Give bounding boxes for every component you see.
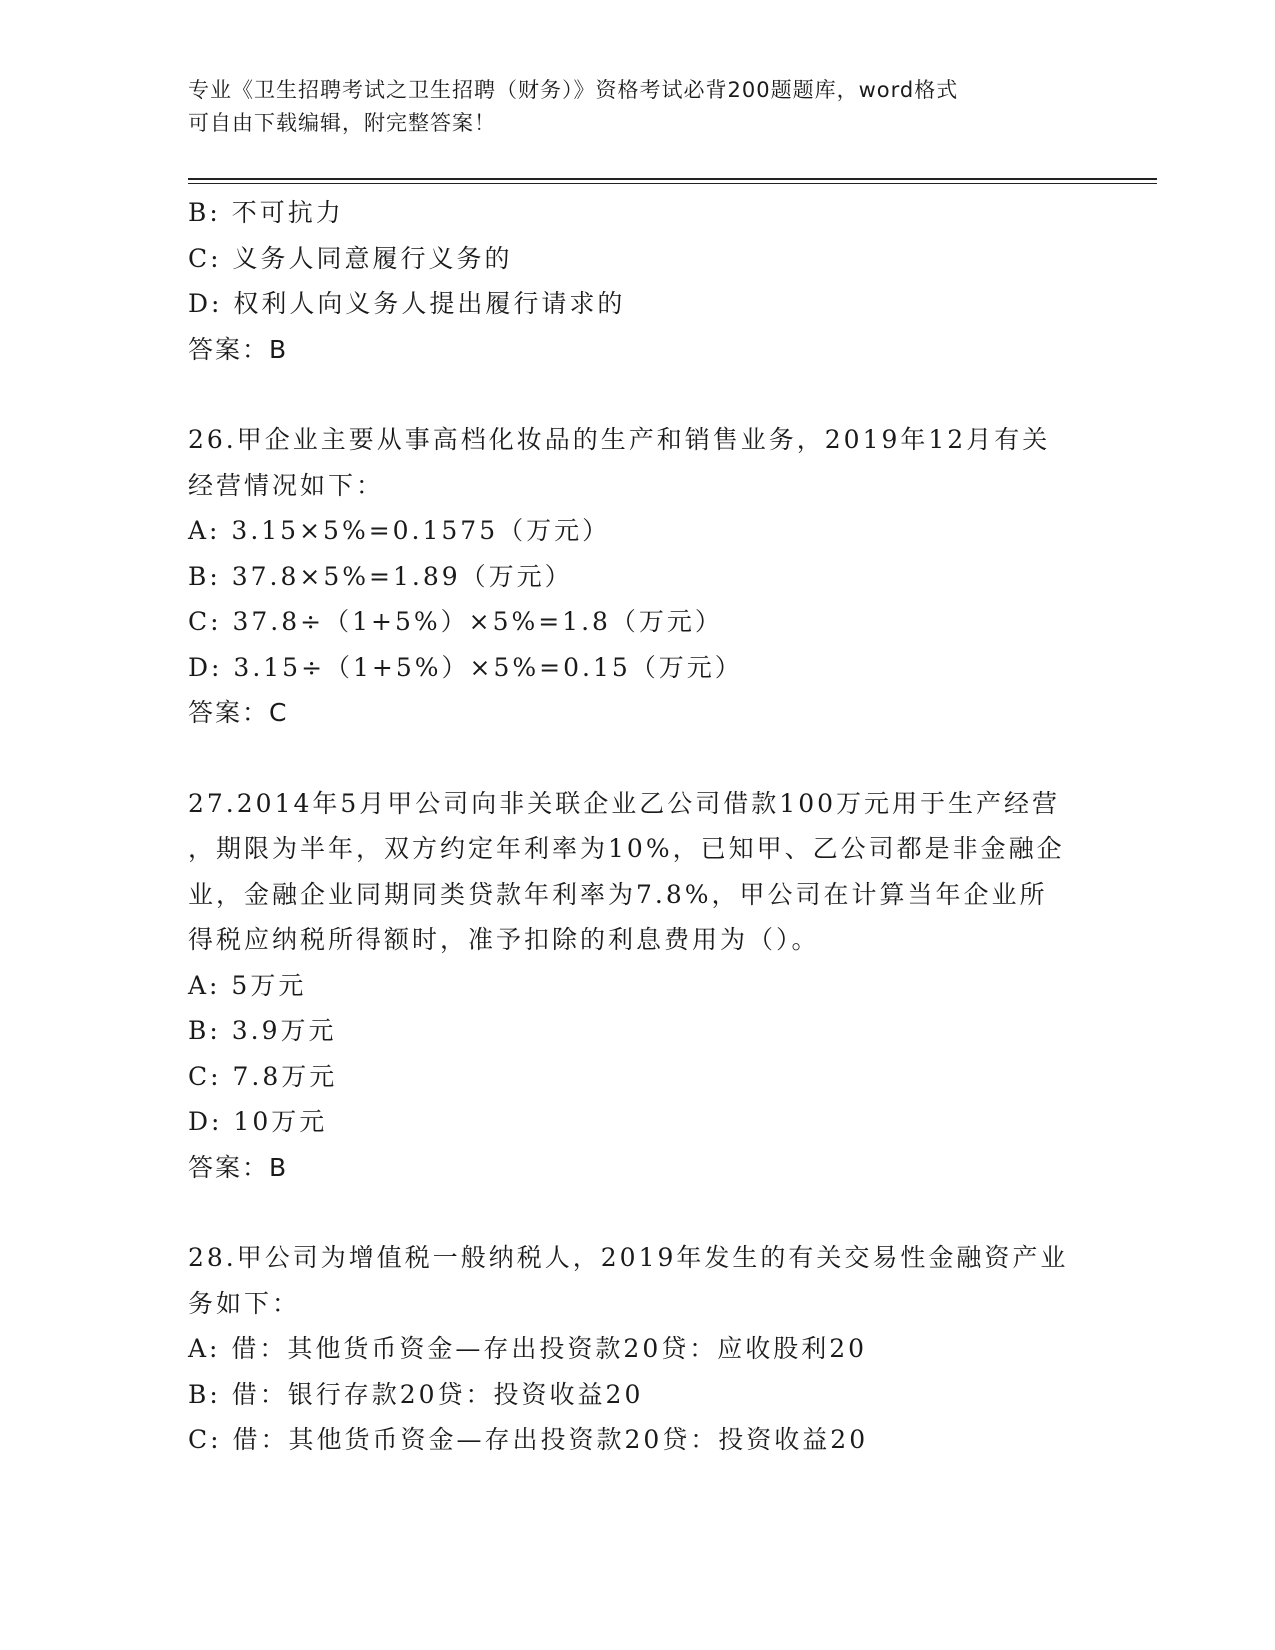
question-27: [188, 781, 1088, 1191]
answer-line: 答案：B: [188, 334, 289, 364]
option-c: C: 7.8万元: [188, 1061, 338, 1091]
question-stem-line: ，期限为半年，双方约定年利率为10%，已知甲、乙公司都是非金融企: [188, 834, 1065, 863]
question-stem-line: 27.2014年5月甲公司向非关联企业乙公司借款100万元用于生产经营: [188, 788, 1061, 818]
option-d: D: 权利人向义务人提出履行请求的: [188, 289, 626, 318]
question-stem-line: 务如下：: [188, 1288, 301, 1318]
document-body: [188, 190, 1088, 1463]
option-d: D: 10万元: [188, 1107, 328, 1136]
question-26: [188, 417, 1088, 736]
question-stem-line: 28.甲公司为增值税一般纳税人，2019年发生的有关交易性金融资产业: [188, 1243, 1069, 1272]
answer-line: 答案：C: [188, 698, 289, 727]
option-c: C: 37.8÷（1+5%）×5%=1.8（万元）: [188, 607, 723, 636]
header-title-line-2: 可自由下载编辑，附完整答案！: [188, 111, 496, 135]
option-a: A: 5万元: [188, 970, 307, 1000]
question-stem-line: 业，金融企业同期同类贷款年利率为7.8%，甲公司在计算当年企业所: [188, 879, 1048, 909]
option-b: B: 借：银行存款20贷：投资收益20: [188, 1379, 644, 1409]
question-stem-line: 得税应纳税所得额时，准予扣除的利息费用为（）。: [188, 925, 820, 954]
question-25: [188, 190, 1088, 372]
header-divider-thin: [188, 183, 1157, 184]
option-a: A: 3.15×5%=0.1575（万元）: [188, 516, 611, 545]
document-header: [188, 74, 1068, 140]
option-c: C: 借：其他货币资金—存出投资款20贷：投资收益20: [188, 1425, 869, 1454]
option-c: C: 义务人同意履行义务的: [188, 243, 513, 273]
option-d: D: 3.15÷（1+5%）×5%=0.15（万元）: [188, 652, 743, 682]
answer-line: 答案：B: [188, 1152, 289, 1182]
option-b: B: 37.8×5%=1.89（万元）: [188, 561, 573, 591]
header-title-line-1: 专业《卫生招聘考试之卫生招聘（财务）》资格考试必背200题题库，word格式: [188, 78, 959, 102]
question-28: [188, 1235, 1088, 1463]
option-b: B: 3.9万元: [188, 1016, 337, 1045]
option-a: A: 借：其他货币资金—存出投资款20贷：应收股利20: [188, 1334, 868, 1363]
option-b: B: 不可抗力: [188, 198, 344, 227]
header-divider-thick: [188, 178, 1157, 180]
question-stem-line: 经营情况如下：: [188, 470, 385, 500]
question-stem-line: 26.甲企业主要从事高档化妆品的生产和销售业务，2019年12月有关: [188, 425, 1051, 454]
